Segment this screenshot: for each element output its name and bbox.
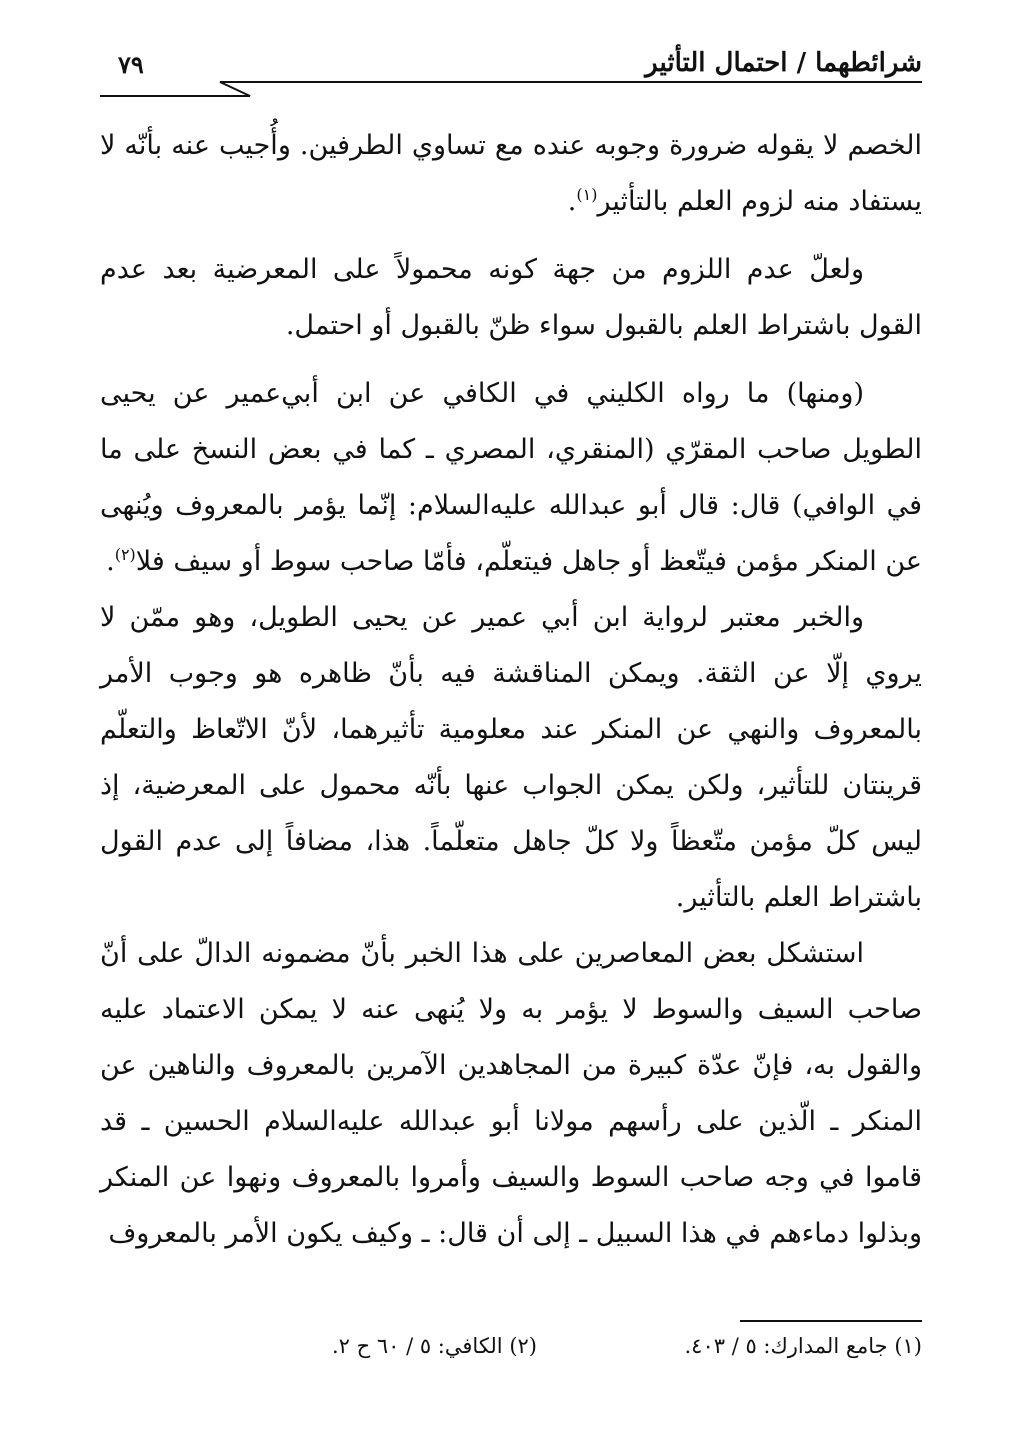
paragraph-5: استشكل بعض المعاصرين على هذا الخبر بأنّ مضمونه الدالّ على أنّ صاحب السيف والسوط لا يؤمر به ولا يُنهى عنه لا يمكن الاعتماد عليه والقول به، فإنّ عدّة كبيرة من المجاهدين الآمرين بالمعروف والناهين عن المنكر ـ الّذين على رأسهم مولانا أبو عبدالله عليه‌السلام الحسين ـ قد قاموا في وجه صاحب السوط والسيف وأمروا بالمعروف ونهوا عن المنكر وبذلوا دماءهم في هذا السبيل ـ إلى أن قال: ـ وكيف يكون الأمر بالمعروف	[100, 938, 922, 1249]
running-title: شرائطهما / احتمال التأثير	[645, 48, 922, 78]
paragraph-4: والخبر معتبر لرواية ابن أبي عمير عن يحيى الطويل، وهو ممّن لا يروي إلّا عن الثقة. ويمكن المناقشة فيه بأنّ ظاهره هو وجوب الأمر بالمعروف والنهي عن المنكر عند معلومية تأثيرهما، لأنّ الاتّعاظ والتعلّم قرينتان للتأثير، ولكن يمكن الجواب عنها بأنّه محمول على المعرضية، إذ ليس كلّ مؤمن متّعظاً ولا كلّ جاهل متعلّماً. هذا، مضافاً إلى عدم القول باشتراط العلم بالتأثير.	[100, 602, 922, 913]
footnote-separator	[740, 1320, 922, 1322]
main-text	[100, 118, 922, 1262]
paragraph-1-text: الخصم لا يقوله ضرورة وجوبه عنده مع تساوي الطرفين. وأُجيب عنه بأنّه لا يستفاد منه لزوم العلم بالتأثير	[100, 130, 922, 217]
paragraph-1-end: .	[567, 186, 577, 217]
footnotes	[300, 1334, 922, 1374]
paragraph-3	[100, 366, 922, 590]
running-header	[100, 40, 922, 100]
footnote-1: (١) جامع المدارك: ٥ / ٤٠٣.	[684, 1334, 922, 1358]
footnote-2: (٢) الكافي: ٥ / ٦٠ ح ٢.	[331, 1334, 537, 1358]
page-number: ٧٩	[118, 50, 144, 79]
paragraph-3-end: .	[106, 546, 115, 577]
paragraph-1	[100, 118, 922, 230]
footnote-ref-2: (٢)	[114, 545, 136, 564]
paragraph-2: ولعلّ عدم اللزوم من جهة كونه محمولاً على المعرضية بعد عدم القول باشتراط العلم بالقبول سواء ظنّ بالقبول أو احتمل.	[100, 254, 922, 341]
footnote-ref-1: (١)	[576, 185, 598, 204]
paragraph-3-text: (ومنها) ما رواه الكليني في الكافي عن ابن أبي‌عمير عن يحيى الطويل صاحب المقرّي (المنقري، المصري ـ كما في بعض النسخ على ما في الوافي) قال: قال أبو عبدالله عليه‌السلام: إنّما يؤمر بالمعروف ويُنهى عن المنكر مؤمن فيتّعظ أو جاهل فيتعلّم، فأمّا صاحب سوط أو سيف فلا	[100, 378, 922, 577]
